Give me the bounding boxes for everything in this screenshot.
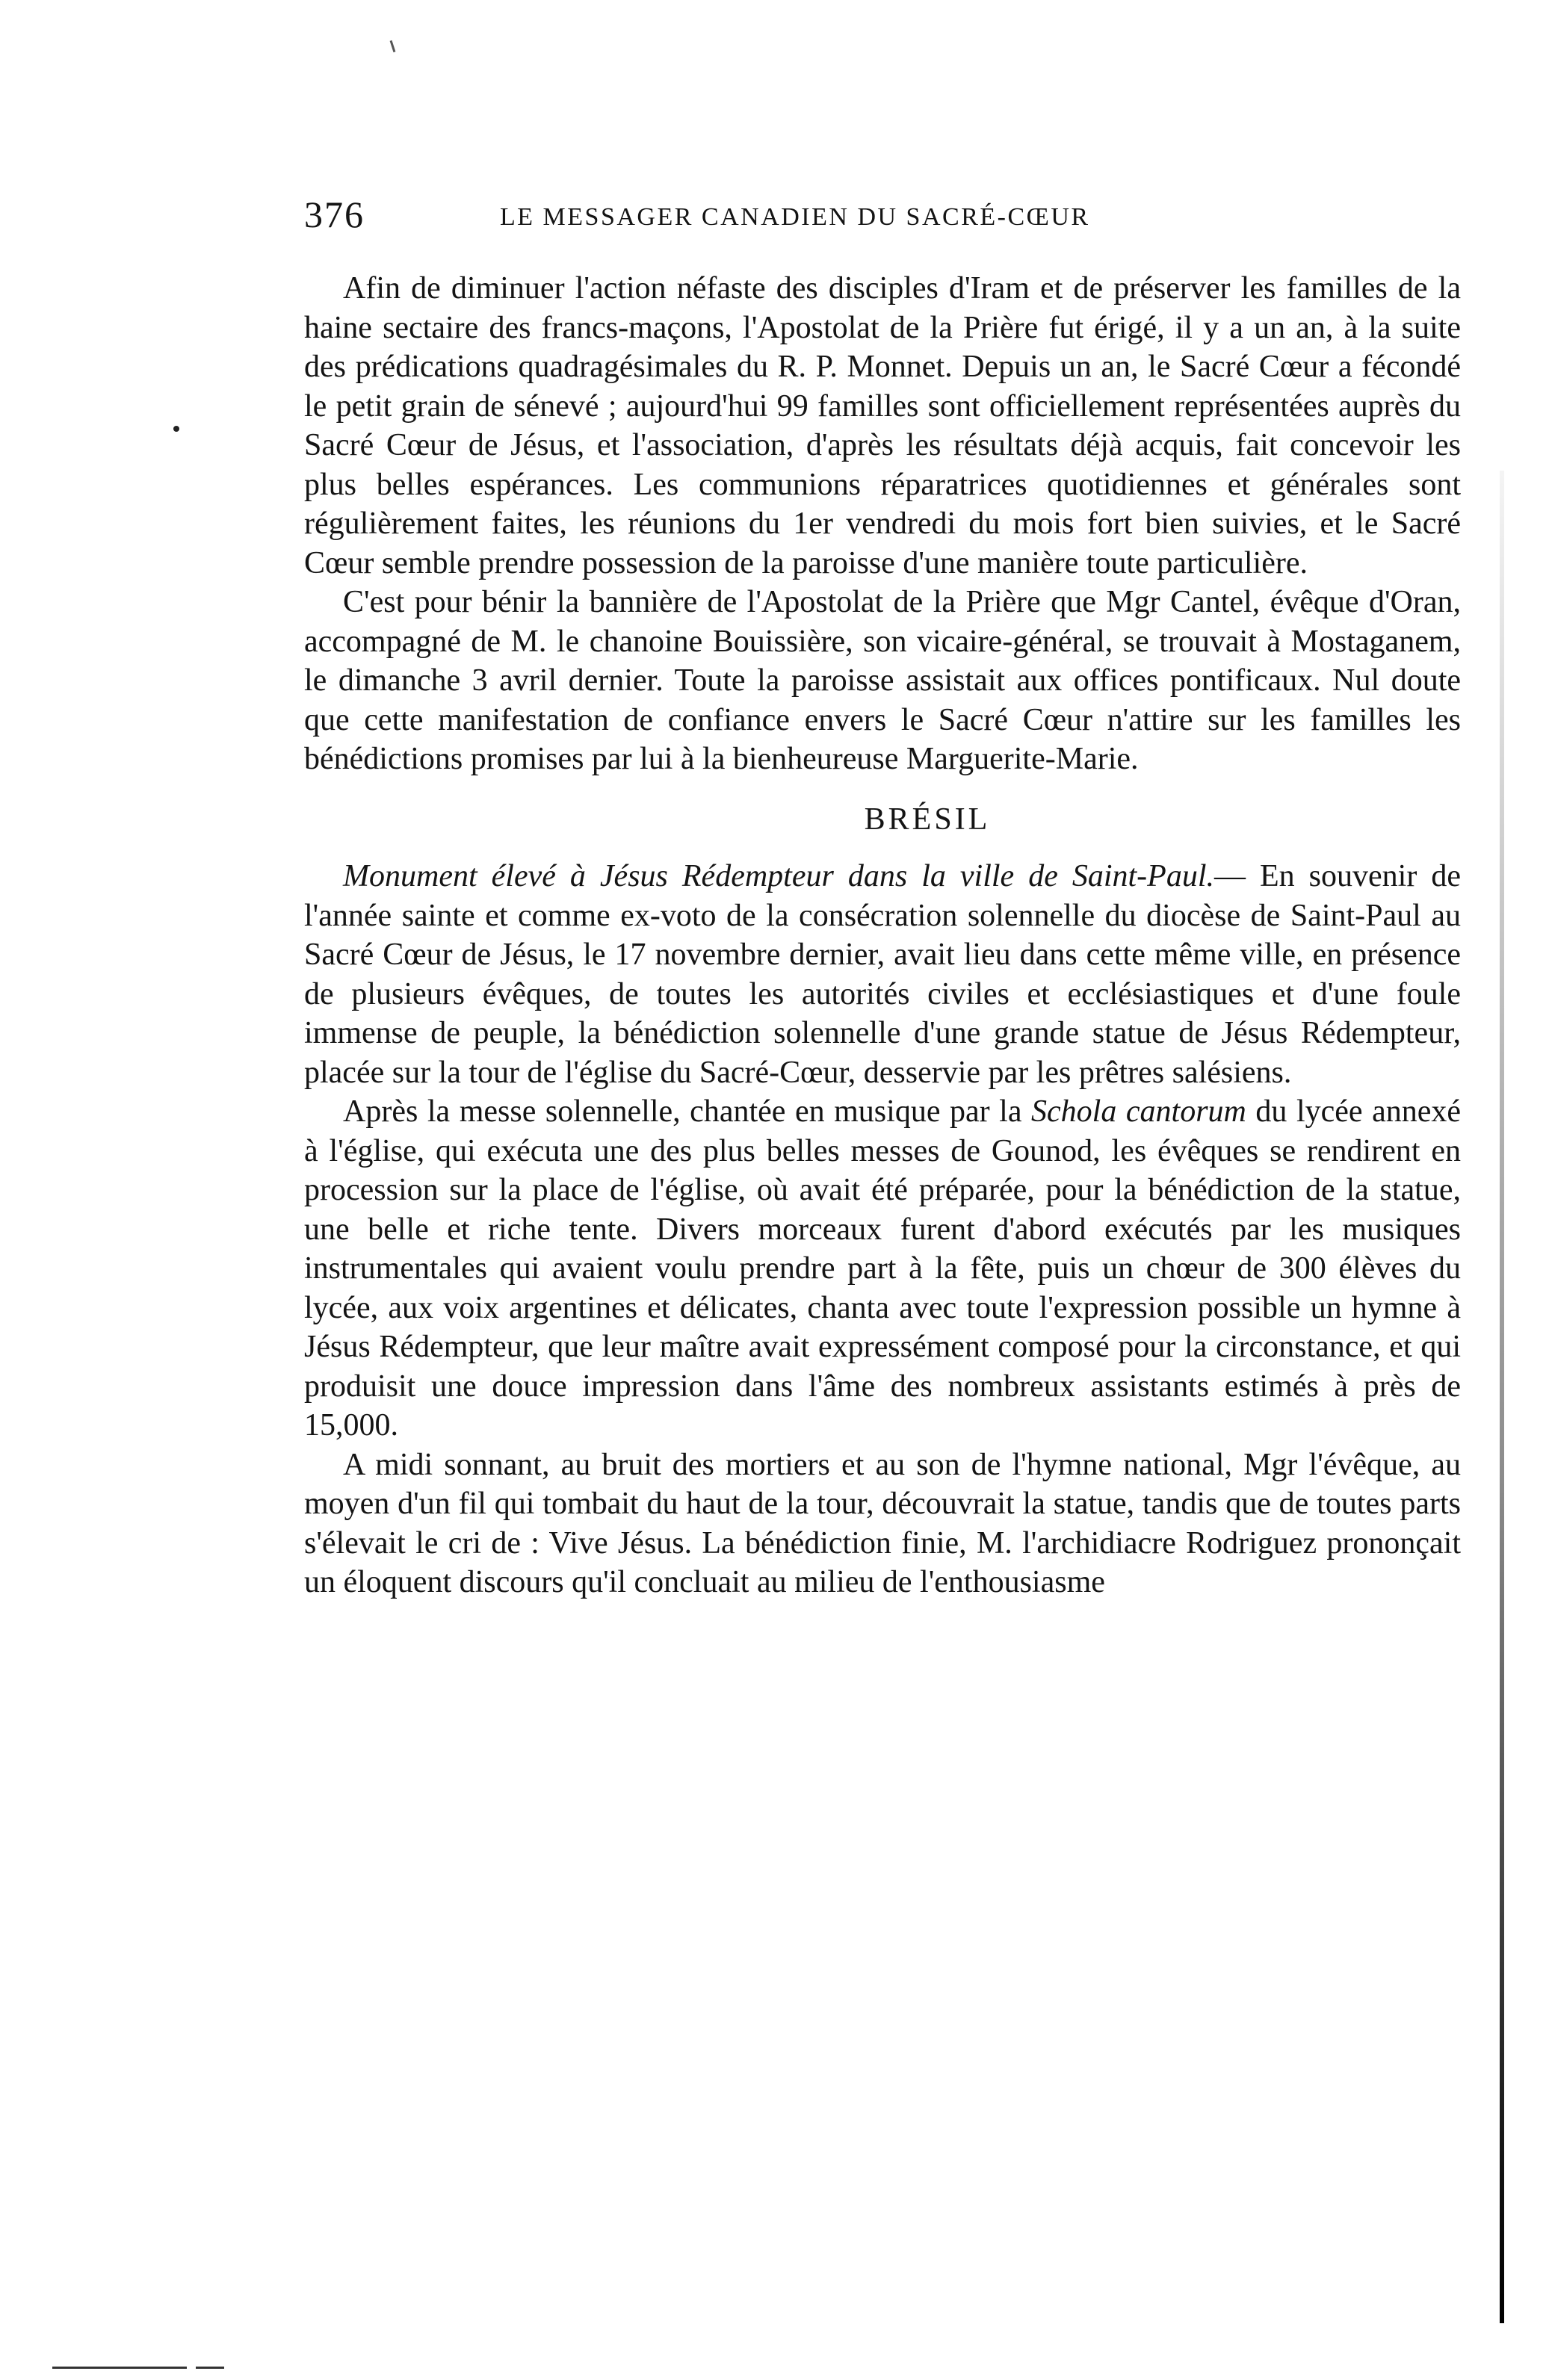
paragraph-4 (304, 1092, 1461, 1445)
paragraph-3-title: Monument élevé à Jésus Rédempteur dans la ville de Saint-Paul. (343, 859, 1214, 893)
footer-rule (52, 2367, 187, 2369)
paragraph-3-text: — En souvenir de l'année sainte et comme ex-voto de la consécration solennelle du diocèse de Saint-Paul au Sacré Cœur de Jésus, le 17 novembre dernier, avait lieu dans cette même ville, en présence de plusieurs évêques, de toutes les autorités civiles et ecclésiastiques et d'une foule immense de peuple, la bénédiction solennelle d'une grande statue de Jésus Rédempteur, placée sur la tour de l'église du Sacré-Cœur, desservie par les prêtres salésiens. (304, 859, 1461, 1090)
article-body (304, 269, 1461, 1602)
running-title: LE MESSAGER CANADIEN DU SACRÉ-CŒUR (500, 203, 1090, 231)
margin-dot (173, 426, 179, 432)
paragraph-2: C'est pour bénir la bannière de l'Apostolat de la Prière que Mgr Cantel, évêque d'Oran, accompagné de M. le chanoine Bouissière, son vicaire-général, se trouvait à Mostaganem, le dimanche 3 avril dernier. Toute la paroisse assistait aux offices pontificaux. Nul doute que cette manifestation de confiance envers le Sacré Cœur n'attire sur les familles les bénédictions promises par lui à la bienheureuse Marguerite-Marie. (304, 585, 1461, 776)
paragraph-1: Afin de diminuer l'action néfaste des disciples d'Iram et de préserver les familles de la haine sectaire des francs-maçons, l'Apostolat de la Prière fut érigé, il y a un an, à la suite des prédications quadragésimales du R. P. Monnet. Depuis un an, le Sacré Cœur a fécondé le petit grain de sénevé ; aujourd'hui 99 familles sont officiellement représentées auprès du Sacré Cœur de Jésus, et l'association, d'après les résultats déjà acquis, fait concevoir les plus belles espérances. Les communions réparatrices quotidiennes et générales sont régulièrement faites, les réunions du 1er vendredi du mois fort bien suivies, et le Sacré Cœur semble prendre possession de la paroisse d'une manière toute particulière. (304, 271, 1461, 580)
page-header (304, 193, 1216, 245)
paragraph-4-text-a: Après la messe solennelle, chantée en musique par la (343, 1094, 1032, 1129)
scan-edge-shadow (1500, 471, 1504, 2323)
scan-mark (390, 40, 396, 52)
page-number: 376 (304, 193, 365, 235)
paragraph-4-italic: Schola cantorum (1031, 1094, 1246, 1129)
paragraph-5: A midi sonnant, au bruit des mortiers et au son de l'hymne national, Mgr l'évêque, au moyen d'un fil qui tombait du haut de la tour, découvrait la statue, tandis que de toutes parts s'élevait le cri de : Vive Jésus. La bénédiction finie, M. l'archidiacre Rodriguez prononçait un éloquent discours qu'il concluait au milieu de l'enthousiasme (304, 1447, 1461, 1599)
paragraph-3 (304, 857, 1461, 1092)
section-title: BRÉSIL (864, 802, 991, 837)
footer-rule-short (196, 2367, 224, 2369)
paragraph-4-text-b: du lycée annexé à l'église, qui exécuta une des plus belles messes de Gounod, les évêques se rendirent en procession sur la place de l'église, où avait été préparée, pour la bénédiction de la statue, une belle et riche tente. Divers morceaux furent d'abord exécutés par les musiques instrumentales qui avaient voulu prendre part à la fête, puis un chœur de 300 élèves du lycée, aux voix argentines et délicates, chanta avec toute l'expression possible un hymne à Jésus Rédempteur, que leur maître avait expressément composé pour la circonstance, et qui produisit une douce impression dans l'âme des nombreux assistants estimés à près de 15,000. (304, 1094, 1462, 1442)
